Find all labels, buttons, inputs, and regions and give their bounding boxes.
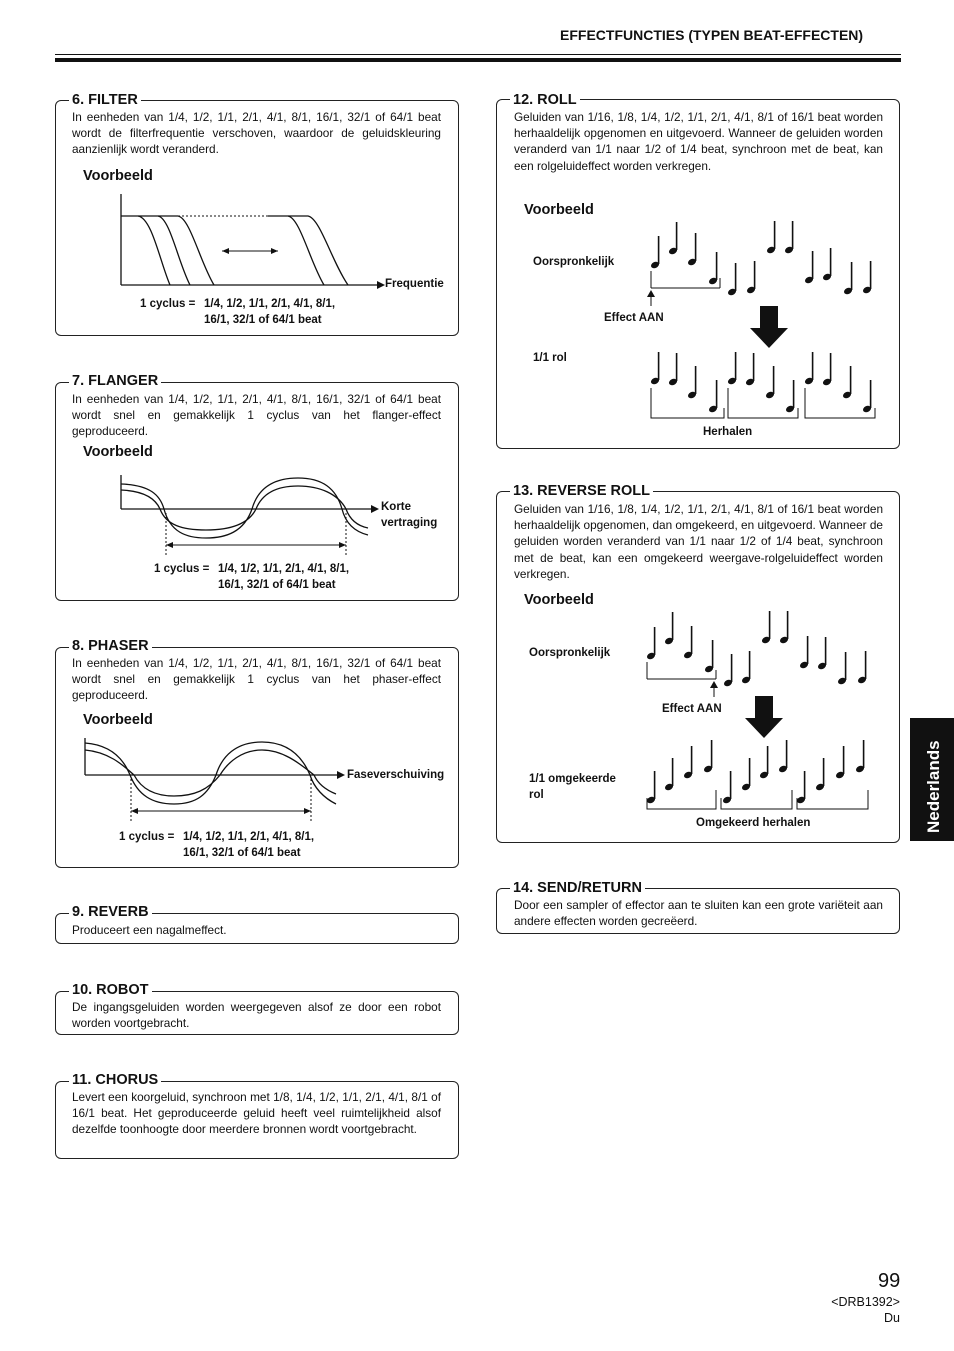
chorus-title: 11. CHORUS — [69, 1072, 161, 1088]
phaser-cycle-values-2: 16/1, 32/1 of 64/1 beat — [183, 847, 301, 859]
note-icon — [815, 758, 825, 791]
language-tab-label: Nederlands — [924, 740, 943, 833]
note-icon — [664, 612, 674, 645]
note-icon — [646, 771, 656, 804]
send-return-description: Door een sampler of effector aan te sluiten kan een grote variëteit aan andere effecten worden gecreëerd. — [514, 898, 883, 929]
note-icon — [664, 758, 674, 791]
language-code: Du — [884, 1311, 900, 1325]
reverse-roll-example-label: Voorbeeld — [524, 592, 594, 608]
note-icon — [759, 746, 769, 779]
flanger-axis-label-2: vertraging — [381, 517, 438, 529]
note-icon — [722, 771, 732, 804]
flanger-axis-label-1: Korte — [381, 501, 412, 513]
phaser-cycle-label: 1 cyclus = — [119, 831, 175, 843]
flanger-description: In eenheden van 1/4, 1/2, 1/1, 2/1, 4/1, 8/1, 16/1, 32/1 of 64/1 beat wordt snel en gemakkelijk 1 cyclus van het flanger-effect geproduceerd. — [72, 392, 441, 439]
document-code: <DRB1392> — [831, 1295, 900, 1309]
roll-original-label: Oorspronkelijk — [533, 256, 615, 268]
footer-code — [818, 1294, 900, 1326]
reverse-roll-repeat-label: Omgekeerd herhalen — [696, 817, 811, 829]
roll-example-label: Voorbeeld — [524, 202, 594, 218]
flanger-title: 7. FLANGER — [69, 373, 161, 389]
note-icon — [857, 651, 867, 684]
phaser-title: 8. PHASER — [69, 638, 152, 654]
phaser-description: In eenheden van 1/4, 1/2, 1/1, 2/1, 4/1, 8/1, 16/1, 32/1 of 64/1 beat wordt snel en gemakkelijk 1 cyclus van het phaser-effect geproduceerd. — [72, 656, 441, 703]
reverb-description: Produceert een nagalmeffect. — [72, 923, 227, 937]
reverse-roll-roll-label-2: rol — [529, 789, 544, 801]
filter-cycle-values-2: 16/1, 32/1 of 64/1 beat — [204, 314, 322, 326]
roll-description: Geluiden van 1/16, 1/8, 1/4, 1/2, 1/1, 2/1, 4/1, 8/1 of 16/1 beat worden herhaaldelijk opgenomen en uitgevoerd. Wanneer de geluiden worden veranderd van 1/1 naar 1/2 of 1/4 beat, synchroon met de beat, kan een rolgeluideffect worden verkregen. — [514, 110, 883, 173]
phaser-example-label: Voorbeeld — [83, 712, 153, 728]
phaser-axis-label: Faseverschuiving — [347, 769, 445, 781]
note-icon — [646, 627, 656, 660]
note-icon — [704, 640, 714, 673]
flanger-example-label: Voorbeeld — [83, 444, 153, 460]
note-icon — [703, 740, 713, 773]
note-icon — [778, 740, 788, 773]
filter-cycle-values: 1/4, 1/2, 1/1, 2/1, 4/1, 8/1, — [204, 298, 336, 310]
note-icon — [835, 746, 845, 779]
reverse-roll-original-label: Oorspronkelijk — [529, 647, 611, 659]
note-icon — [855, 740, 865, 773]
filter-title: 6. FILTER — [69, 92, 141, 108]
page-number: 99 — [878, 1270, 901, 1292]
note-icon — [779, 611, 789, 644]
reverse-roll-roll-label-1: 1/1 omgekeerde — [529, 773, 616, 785]
flanger-cycle-values: 1/4, 1/2, 1/1, 2/1, 4/1, 8/1, — [218, 563, 350, 575]
roll-roll-label: 1/1 rol — [533, 352, 567, 364]
chorus-description: Levert een koorgeluid, synchroon met 1/8, 1/4, 1/2, 1/1, 2/1, 4/1, 8/1 of 16/1 beat. Het geproduceerde geluid heeft veel ruimtelijkheid alsof dezelfde toonhoogte door meerdere bronnen wordt voortgebracht. — [72, 1090, 441, 1137]
page-header-title: EFFECTFUNCTIES (TYPEN BEAT-EFFECTEN) — [560, 27, 864, 43]
flanger-cycle-label: 1 cyclus = — [154, 563, 210, 575]
send-return-title: 14. SEND/RETURN — [510, 880, 645, 896]
note-icon — [817, 637, 827, 670]
phaser-cycle-values: 1/4, 1/2, 1/1, 2/1, 4/1, 8/1, — [183, 831, 315, 843]
flanger-cycle-values-2: 16/1, 32/1 of 64/1 beat — [218, 579, 336, 591]
note-icon — [837, 652, 847, 685]
filter-cycle-label: 1 cyclus = — [140, 298, 196, 310]
note-icon — [799, 636, 809, 669]
note-icon — [723, 654, 733, 687]
reverse-roll-description: Geluiden van 1/16, 1/8, 1/4, 1/2, 1/1, 2/1, 4/1, 8/1 of 16/1 beat worden herhaaldelijk opgenomen, dan omgekeerd, en uitgevoerd. Wanneer de geluiden worden veranderd van 1/1 naar 1/2 of 1/4 beat, synchroon met de beat, kan een omgekeerd weergave-rolgeluideffect worden verkregen. — [514, 502, 883, 581]
filter-description: In eenheden van 1/4, 1/2, 1/1, 2/1, 4/1, 8/1, 16/1, 32/1 of 64/1 beat wordt de filterfrequentie verschoven, waardoor de geluidskleuring aanzienlijk wordt veranderd. — [72, 110, 441, 157]
note-icon — [741, 758, 751, 791]
roll-effect-on-label: Effect AAN — [604, 312, 664, 324]
filter-axis-label: Frequentie — [385, 278, 444, 290]
note-icon — [683, 626, 693, 659]
note-icon — [741, 651, 751, 684]
reverb-title: 9. REVERB — [69, 904, 152, 920]
note-icon — [761, 611, 771, 644]
reverse-roll-title: 13. REVERSE ROLL — [510, 483, 653, 499]
robot-title: 10. ROBOT — [69, 982, 152, 998]
reverse-roll-effect-on-label: Effect AAN — [662, 703, 722, 715]
roll-title: 12. ROLL — [510, 92, 580, 108]
note-icon — [796, 771, 806, 804]
note-icon — [683, 746, 693, 779]
filter-example-label: Voorbeeld — [83, 168, 153, 184]
robot-description: De ingangsgeluiden worden weergegeven alsof ze door een robot worden voortgebracht. — [72, 1000, 441, 1031]
roll-repeat-label: Herhalen — [703, 426, 753, 438]
